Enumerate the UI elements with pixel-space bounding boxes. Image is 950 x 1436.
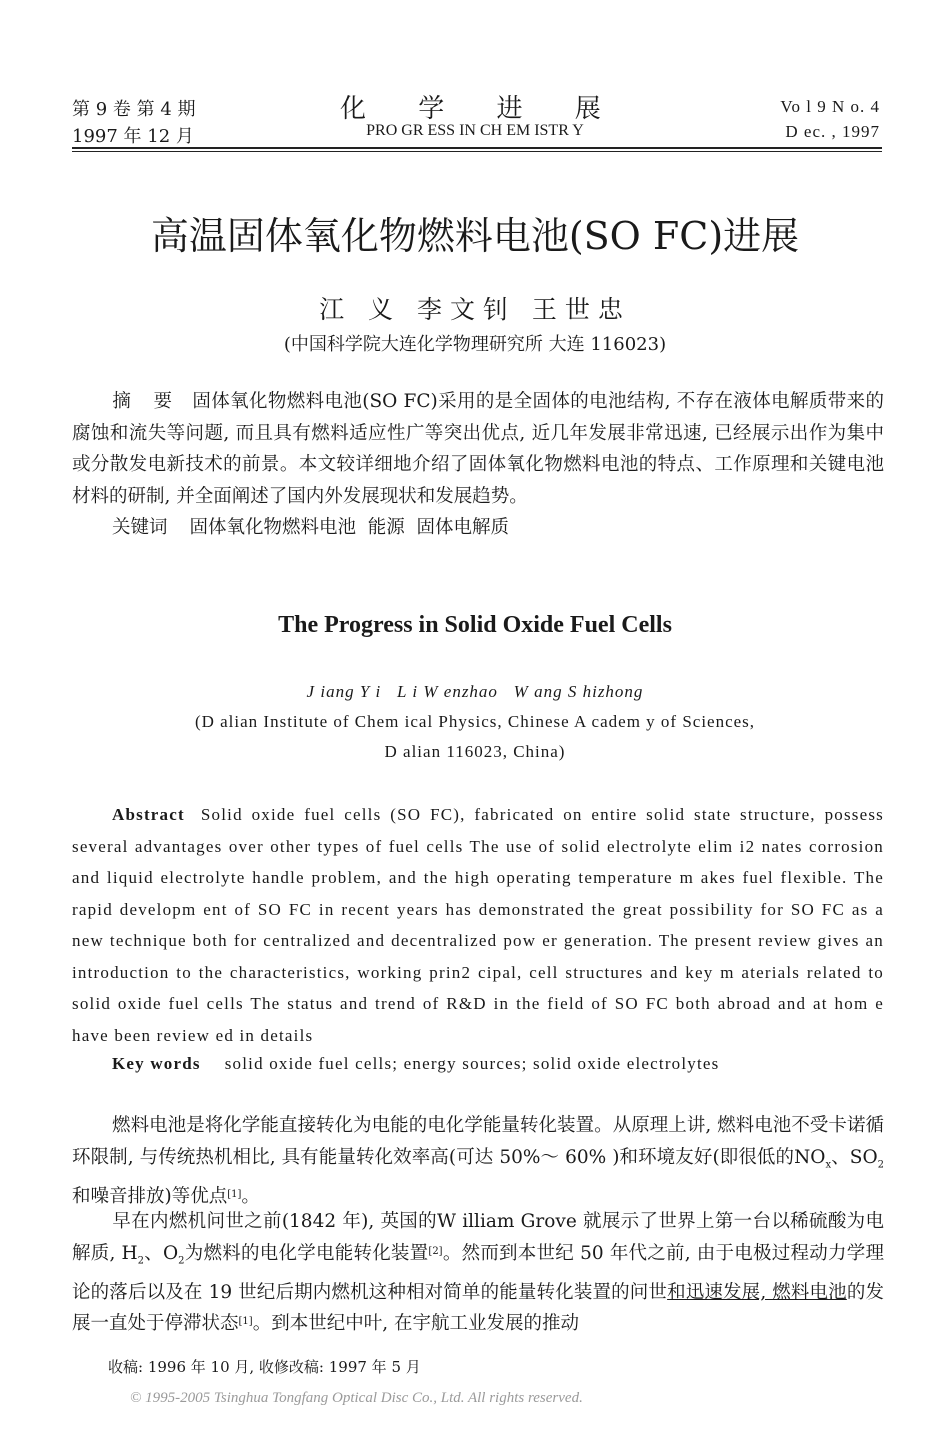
body-paragraph-1 [72,1110,884,1212]
subscript: 2 [137,1255,144,1267]
body-text: 、SO [831,1146,878,1168]
article-title-en: The Progress in Solid Oxide Fuel Cells [278,612,672,638]
keywords-cn-text: 固体氧化物燃料电池 能源 固体电解质 [189,517,510,538]
keywords-en [72,1048,884,1080]
body-text: 的发展一直处于停滞状态 [72,1281,884,1335]
keywords-en-text: solid oxide fuel cells; energy sources; solid oxide electrolytes [224,1054,720,1073]
body-text: 。然而到本世纪 50 年代之前, 由于电极过程动力学理论的落后以及在 19 世纪后期内燃机这种相对简单的能量转化装置的问世 [72,1242,884,1303]
affiliation-en-line2: D alian 116023, China) [384,742,566,761]
affiliation-cn: (中国科学院大连化学物理研究所 大连 116023) [283,334,667,355]
subscript: 2 [178,1255,185,1267]
body-text: 、O [144,1242,179,1264]
keywords-en-label: Key words [112,1054,201,1073]
journal-title-cn: 化 学 进 展 [340,94,623,124]
body-text: 。到本世纪中叶, 在宇航工业发展的推动 [252,1313,579,1335]
abstract-cn-label: 摘 要 [112,391,181,412]
body-text: 燃料电池是将化学能直接转化为电能的电化学能量转化装置。从原理上讲, 燃料电池不受卡诺循环限制, 与传统热机相比, 具有能量转化效率高(可达 50%～ 60% )和环境友好(即很低的NO [72,1115,884,1168]
authors-en: J iang Y i L i W enzhao W ang S hizhong [306,682,644,701]
abstract-cn [72,386,884,512]
abstract-en-label: Abstract [112,805,185,824]
citation-ref: [2] [428,1245,443,1257]
body-text: 和噪音排放)等优点 [72,1185,228,1207]
body-text: 早在内燃机问世之前(1842 年), 英国的W illiam Grove 就展示了世界上第一台以稀硫酸为电解质, H [72,1211,884,1264]
body-paragraph-2 [72,1206,884,1340]
body-text: 。 [241,1185,260,1207]
received-date-note: 收稿: 1996 年 10 月, 收修改稿: 1997 年 5 月 [108,1358,421,1376]
date-en: D ec. , 1997 [785,122,880,141]
affiliation-en-line1: (D alian Institute of Chem ical Physics, Chinese A cadem y of Sciences, [194,712,756,731]
copyright-notice: © 1995-2005 Tsinghua Tongfang Optical Disc Co., Ltd. All rights reserved. [130,1390,583,1406]
authors-cn: 江 义 李文钊 王世忠 [319,295,631,324]
journal-title-en: PRO GR ESS IN CH EM ISTR Y [366,122,584,139]
subscript: 2 [877,1159,885,1171]
abstract-en-text: Solid oxide fuel cells (SO FC), fabricated on entire solid state structure, possess several advantages over other types of fuel cells The use of solid electrolyte elim i2 nates corrosion and liquid electrolyte handle problem, and the high operating temperature m akes fuel flexible. The rapid developm ent of SO FC in recent years has demonstrated the great possibility for SO FC as a new technique both for centralized and decentralized pow er generation. The present review gives an introduction to the characteristics, working prin2 cipal, cell structures and key m aterials related to solid oxide fuel cells The status and trend of R&D in the field of SO FC both abroad and at hom e have been review ed in details [72,805,884,1045]
keywords-cn-label: 关键词 [112,517,168,538]
abstract-en [72,799,884,1051]
keywords-cn [72,512,884,544]
volume-issue-cn: 第 9 卷 第 4 期 [72,99,196,120]
subscript: x [825,1159,832,1171]
underlined-text: 和迅速发展, 燃料电池 [667,1281,847,1303]
citation-ref: [1] [238,1316,253,1328]
abstract-cn-text: 固体氧化物燃料电池(SO FC)采用的是全固体的电池结构, 不存在液体电解质带来的腐蚀和流失等问题, 而且具有燃料适应性广等突出优点, 近几年发展非常迅速, 已经展示出作为集中或分散发电新技术的前景。本文较详细地介绍了固体氧化物燃料电池的特点、工作原理和关键电池材料的研制, 并全面阐述了国内外发展现状和发展趋势。 [72,391,884,507]
article-title-cn: 高温固体氧化物燃料电池(SO FC)进展 [150,214,800,258]
volume-issue-en: Vo l 9 N o. 4 [780,97,880,116]
header-rule [72,147,882,152]
date-cn: 1997 年 12 月 [72,126,194,147]
body-text: 为燃料的电化学电能转化装置 [184,1242,429,1264]
citation-ref: [1] [227,1188,242,1200]
